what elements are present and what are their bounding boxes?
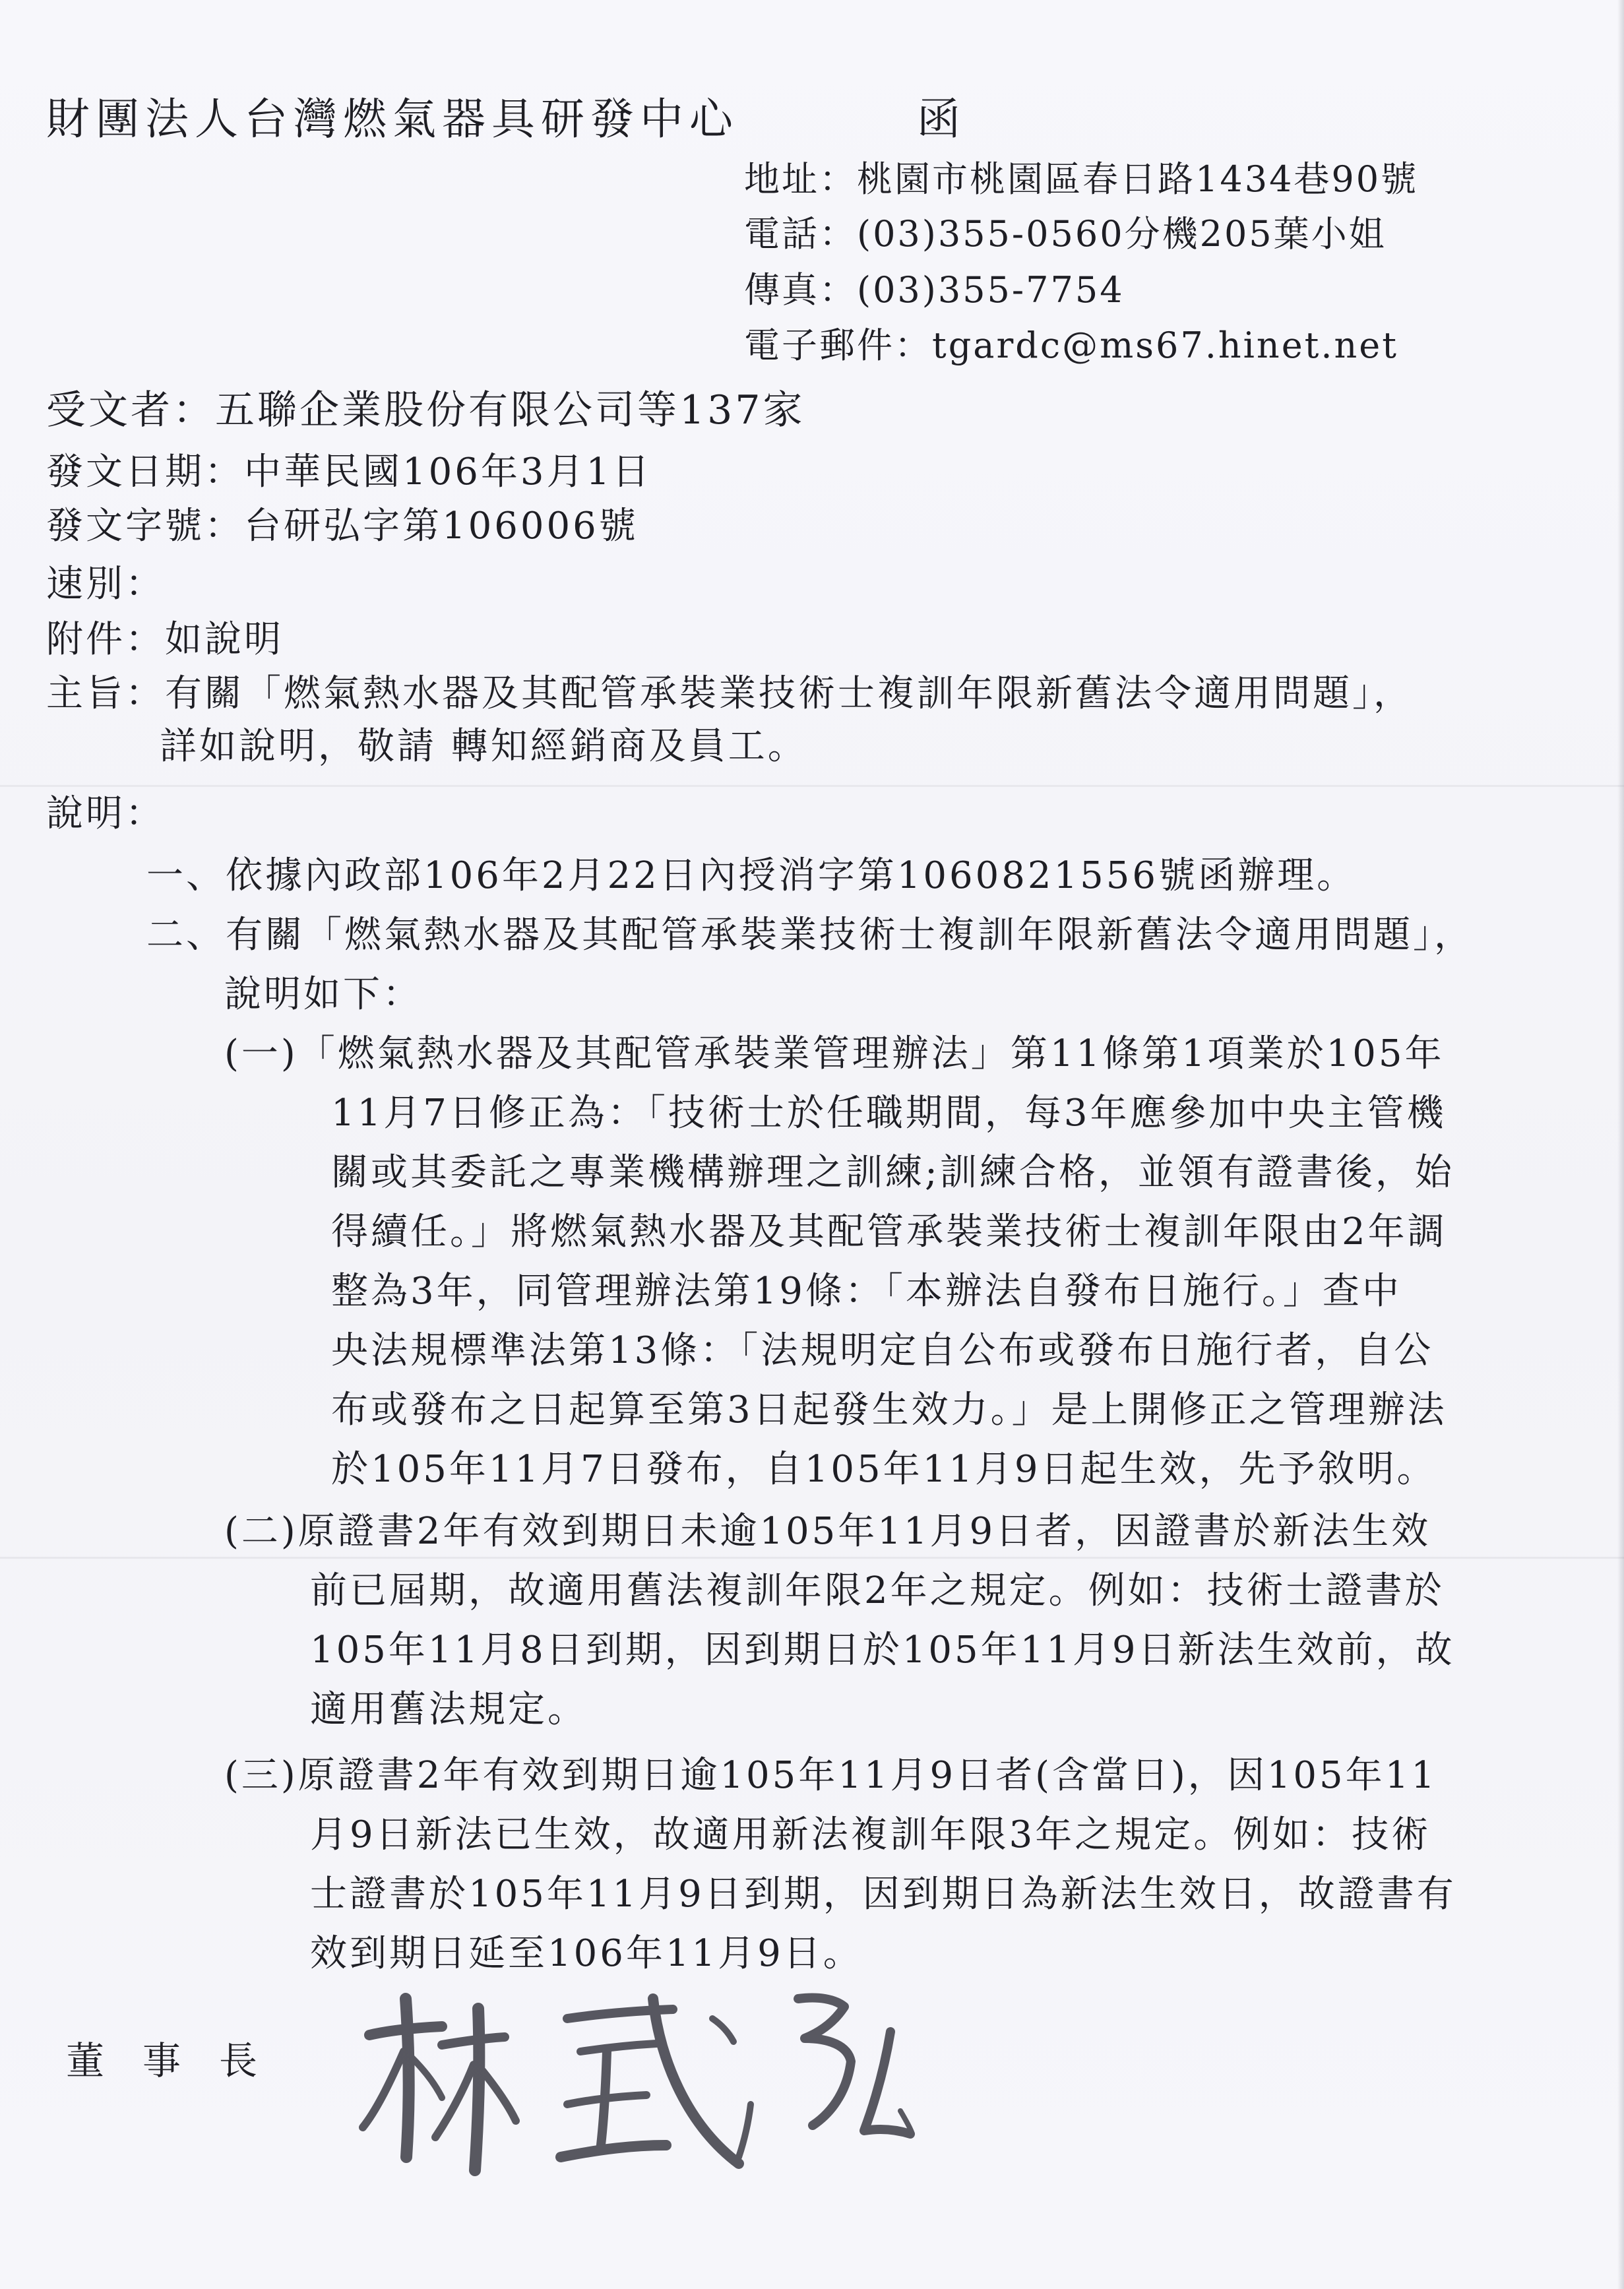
body-line: 得續任。」將燃氣熱水器及其配管承裝業技術士複訓年限由2年調 (331, 1210, 1447, 1253)
body-line: 二、有關「燃氣熱水器及其配管承裝業技術士複訓年限新舊法令適用問題」， (146, 914, 1474, 956)
address: 地址：桃園市桃園區春日路1434巷90號 (744, 158, 1419, 200)
body-line: 央法規標準法第13條：「法規明定自公布或發布日施行者，自公 (331, 1329, 1434, 1372)
speed-category: 速別： (46, 563, 165, 606)
subject-line: 主旨：有關「燃氣熱水器及其配管承裝業技術士複訓年限新舊法令適用問題」， (46, 672, 1413, 715)
phone: 電話：(03)355-0560分機205葉小姐 (744, 213, 1387, 255)
issue-date: 發文日期：中華民國106年3月1日 (46, 451, 652, 493)
fold-crease (0, 785, 1624, 787)
attachment: 附件：如說明 (46, 618, 284, 661)
body-line: (一)「燃氣熱水器及其配管承裝業管理辦法」第11條第1項業於105年 (224, 1032, 1445, 1075)
subject-line: 詳如說明，敬請 轉知經銷商及員工。 (160, 725, 807, 768)
body-line: 前已屆期，故適用舊法複訓年限2年之規定。例如：技術士證書於 (310, 1569, 1445, 1612)
body-line: (三)原證書2年有效到期日逾105年11月9日者(含當日)，因105年11 (224, 1754, 1437, 1797)
body-line: 105年11月8日到期，因到期日於105年11月9日新法生效前，故 (310, 1629, 1455, 1672)
body-line: 士證書於105年11月9日到期，因到期日為新法生效日，故證書有 (310, 1873, 1456, 1916)
body-line: 11月7日修正為：「技術士於任職期間，每3年應參加中央主管機 (331, 1092, 1447, 1135)
body-line: 於105年11月7日發布，自105年11月9日起生效，先予敘明。 (331, 1448, 1437, 1491)
chairman-label: 董 事 長 (66, 2038, 258, 2083)
document-number: 發文字號：台研弘字第106006號 (46, 505, 639, 548)
body-line: (二)原證書2年有效到期日未逾105年11月9日者，因證書於新法生效 (224, 1510, 1431, 1553)
body-line: 適用舊法規定。 (310, 1688, 587, 1731)
body-line: 月9日新法已生效，故適用新法複訓年限3年之規定。例如：技術 (310, 1813, 1431, 1856)
fax: 傳真：(03)355-7754 (744, 269, 1125, 311)
body-line: 一、依據內政部106年2月22日內授消字第1060821556號函辦理。 (146, 854, 1357, 897)
page-edge-shadow (1617, 0, 1624, 2289)
fold-crease (0, 1557, 1624, 1559)
organization-title: 財團法人台灣燃氣器具研發中心 (46, 94, 739, 144)
body-line: 關或其委託之專業機構辦理之訓練;訓練合格，並領有證書後，始 (331, 1151, 1454, 1194)
body-line: 效到期日延至106年11月9日。 (310, 1932, 863, 1975)
document-type: 函 (917, 94, 963, 144)
chairman-signature (343, 1972, 937, 2183)
explanation-heading: 說明： (46, 792, 165, 835)
recipient: 受文者：五聯企業股份有限公司等137家 (46, 387, 805, 433)
body-line: 整為3年，同管理辦法第19條：「本辦法自發布日施行。」查中 (331, 1270, 1402, 1313)
body-line: 說明如下： (224, 973, 422, 1016)
email: 電子郵件：tgardc@ms67.hinet.net (744, 325, 1398, 366)
body-line: 布或發布之日起算至第3日起發生效力。」是上開修正之管理辦法 (331, 1389, 1447, 1431)
